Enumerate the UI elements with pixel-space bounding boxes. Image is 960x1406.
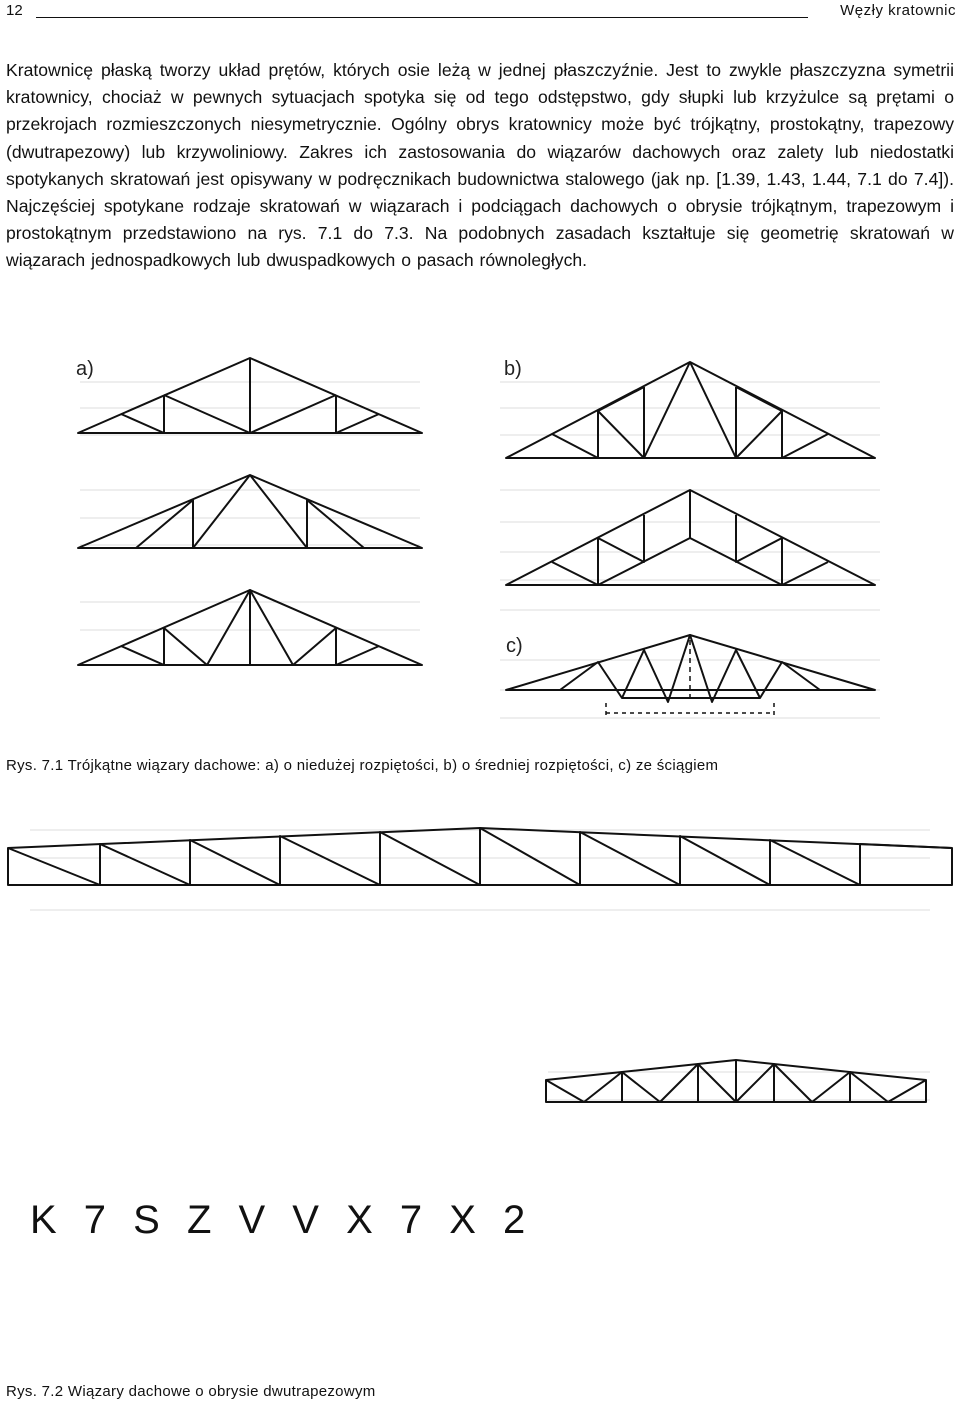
stray-large-text: K 7 S Z V V X 7 X 2 [30, 1198, 534, 1242]
truss-double-trapezoid-small [546, 1060, 926, 1102]
truss-double-trapezoid-large [8, 828, 952, 885]
running-title: Węzły kratownic [840, 2, 956, 19]
header-rule [36, 17, 808, 18]
figure-7-1-caption: Rys. 7.1 Trójkątne wiązary dachowe: a) o niedużej rozpiętości, b) o średniej rozpiętości, c) ze ściągiem [6, 757, 719, 774]
truss-a1 [78, 358, 422, 433]
panel-label-c: c) [506, 635, 523, 657]
panel-label-b: b) [504, 358, 522, 380]
page-number: 12 [6, 2, 23, 19]
truss-a3 [78, 590, 422, 665]
figure-7-2-caption: Rys. 7.2 Wiązary dachowe o obrysie dwutrapezowym [6, 1383, 376, 1400]
panel-label-a: a) [76, 358, 94, 380]
page-header [6, 0, 956, 20]
figure-7-1 [0, 340, 960, 740]
figure-7-2 [0, 810, 960, 1140]
truss-a2 [78, 475, 422, 548]
body-paragraph: Kratownicę płaską tworzy układ prętów, których osie leżą w jednej płaszczyźnie. Jest to zwykle płaszczyzna symetrii kratownicy, chociaż w pewnych sytuacjach spotyka się od tego odstępstwo, gdy słupki lub krzyżulce są prętami o przekrojach rozmieszczonych niesymetrycznie. Ogólny obrys kratownicy może być trójkątny, prostokątny, trapezowy (dwutrapezowy) lub krzywoliniowy. Zakres ich zastosowania do wiązarów dachowych oraz zalety lub niedostatki spotykanych skratowań jest opisywany w podręcznikach budownictwa stalowego (jak np. [1.39, 1.43, 1.44, 7.1 do 7.4]). Najczęściej spotykane rodzaje skratowań w wiązarach i podciągach dachowych o obrysie trójkątnym, trapezowym i prostokątnym przedstawiono na rys. 7.1 do 7.3. Na podobnych zasadach kształtuje się geometrię skratowań w wiązarach jednospadkowych lub dwuspadkowych o pasach równoległych. [6, 60, 954, 271]
truss-b2 [506, 490, 875, 585]
truss-c-with-tie [506, 635, 875, 718]
truss-b1 [506, 362, 875, 458]
